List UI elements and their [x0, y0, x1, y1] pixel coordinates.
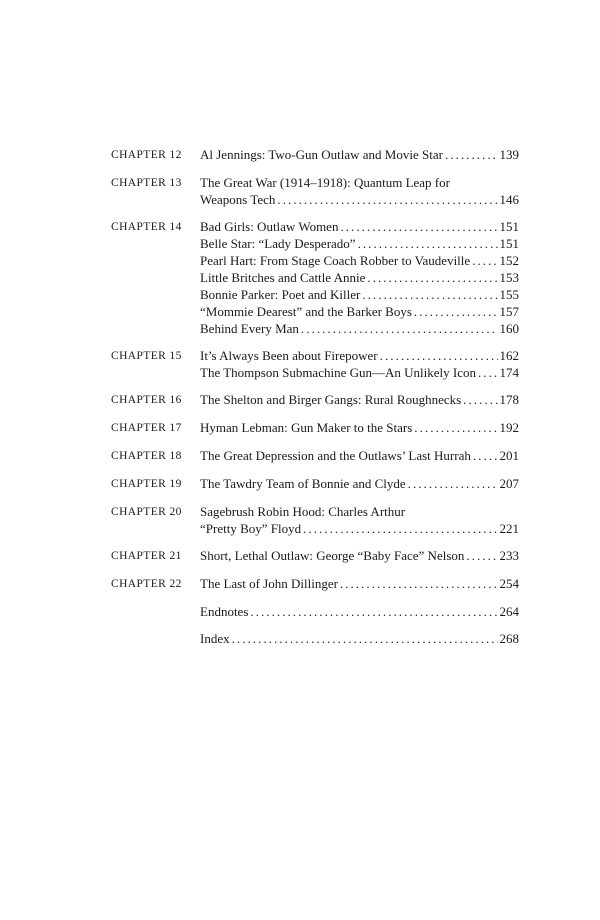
dot-leader — [250, 603, 497, 620]
toc-entry — [200, 347, 519, 364]
chapter-entries — [200, 503, 519, 537]
chapter-entries — [200, 146, 519, 163]
toc-chapter — [111, 174, 519, 208]
entry-title: Weapons Tech — [200, 192, 276, 207]
chapter-entries — [200, 547, 519, 564]
chapter-entries — [200, 174, 519, 208]
entry-title: Hyman Lebman: Gun Maker to the Stars — [200, 420, 413, 435]
entry-page-number: 155 — [499, 287, 519, 302]
entry-page-number: 268 — [499, 631, 519, 646]
dot-leader — [463, 391, 497, 408]
toc-chapter — [111, 575, 519, 593]
chapter-entries — [200, 391, 519, 408]
chapter-label — [111, 630, 200, 631]
toc-chapter — [111, 503, 519, 537]
toc-chapter — [111, 391, 519, 409]
dot-leader — [340, 575, 498, 592]
chapter-entries — [200, 447, 519, 464]
entry-title: The Shelton and Birger Gangs: Rural Roughnecks — [200, 392, 462, 407]
toc-chapter — [111, 475, 519, 493]
toc-chapter — [111, 218, 519, 337]
toc-entry — [200, 575, 519, 592]
chapter-entries — [200, 218, 519, 337]
dot-leader — [340, 218, 497, 235]
dot-leader — [301, 320, 498, 337]
dot-leader — [380, 347, 498, 364]
dot-leader — [414, 303, 498, 320]
entry-page-number: 221 — [499, 521, 519, 536]
toc-entry — [200, 547, 519, 564]
entry-page-number: 151 — [499, 236, 519, 251]
chapter-entries — [200, 575, 519, 592]
entry-title: It’s Always Been about Firepower — [200, 348, 378, 363]
dot-leader — [473, 447, 498, 464]
entry-title: The Tawdry Team of Bonnie and Clyde — [200, 476, 406, 491]
chapter-label: CHAPTER 13 — [111, 177, 182, 189]
entry-page-number: 207 — [499, 476, 519, 491]
dot-leader — [408, 475, 498, 492]
entry-page-number: 254 — [499, 576, 519, 591]
entry-page-number: 146 — [499, 192, 519, 207]
entry-title: Bonnie Parker: Poet and Killer — [200, 287, 361, 302]
toc-entry — [200, 235, 519, 252]
entry-title: Behind Every Man — [200, 321, 299, 336]
toc-entry — [200, 520, 519, 537]
toc-entry — [200, 475, 519, 492]
entry-page-number: 178 — [499, 392, 519, 407]
entry-title: Al Jennings: Two-Gun Outlaw and Movie Star — [200, 147, 443, 162]
chapter-label: CHAPTER 17 — [111, 422, 182, 434]
chapter-label: CHAPTER 18 — [111, 450, 182, 462]
toc-chapter — [111, 419, 519, 437]
toc-chapter — [111, 547, 519, 565]
toc-entry — [200, 364, 519, 381]
dot-leader — [414, 419, 497, 436]
toc-chapter — [111, 146, 519, 164]
chapter-entries — [200, 630, 519, 647]
chapter-label — [111, 603, 200, 604]
dot-leader — [303, 520, 497, 537]
toc-entry — [200, 320, 519, 337]
entry-title: Belle Star: “Lady Desperado” — [200, 236, 356, 251]
entry-page-number: 174 — [499, 365, 519, 380]
entry-page-number: 153 — [499, 270, 519, 285]
entry-page-number: 233 — [499, 548, 519, 563]
chapter-label: CHAPTER 16 — [111, 394, 182, 406]
entry-page-number: 201 — [499, 448, 519, 463]
chapter-label: CHAPTER 21 — [111, 550, 182, 562]
entry-page-number: 152 — [499, 253, 519, 268]
chapter-entries — [200, 603, 519, 620]
entry-title: Endnotes — [200, 604, 249, 619]
entry-title: The Thompson Submachine Gun—An Unlikely Icon — [200, 365, 476, 380]
dot-leader — [277, 191, 497, 208]
toc-chapter — [111, 630, 519, 647]
dot-leader — [466, 547, 497, 564]
entry-title: Little Britches and Cattle Annie — [200, 270, 366, 285]
dot-leader — [362, 286, 497, 303]
chapter-label: CHAPTER 22 — [111, 578, 182, 590]
toc-chapter — [111, 447, 519, 465]
entry-page-number: 151 — [499, 219, 519, 234]
toc-entry — [200, 191, 519, 208]
entry-title: Bad Girls: Outlaw Women — [200, 219, 339, 234]
toc-entry — [200, 603, 519, 620]
entry-page-number: 264 — [499, 604, 519, 619]
entry-title: The Last of John Dillinger — [200, 576, 338, 591]
dot-leader — [367, 269, 497, 286]
dot-leader — [232, 630, 498, 647]
toc-entry — [200, 419, 519, 436]
toc-entry — [200, 630, 519, 647]
entry-page-number: 162 — [499, 348, 519, 363]
chapter-label: CHAPTER 20 — [111, 506, 182, 518]
dot-leader — [472, 252, 497, 269]
chapter-label: CHAPTER 15 — [111, 350, 182, 362]
toc-entry — [200, 252, 519, 269]
dot-leader — [445, 146, 498, 163]
toc-entry — [200, 303, 519, 320]
dot-leader — [478, 364, 498, 381]
toc-entry — [200, 447, 519, 464]
entry-title: “Pretty Boy” Floyd — [200, 521, 302, 536]
entry-page-number: 160 — [499, 321, 519, 336]
entry-page-number: 157 — [499, 304, 519, 319]
toc-entry — [200, 286, 519, 303]
toc-entry — [200, 218, 519, 235]
chapter-label: CHAPTER 12 — [111, 149, 182, 161]
chapter-label: CHAPTER 19 — [111, 478, 182, 490]
chapter-entries — [200, 419, 519, 436]
table-of-contents — [111, 146, 519, 657]
toc-chapter — [111, 603, 519, 620]
toc-entry — [200, 391, 519, 408]
toc-entry — [200, 269, 519, 286]
entry-title: “Mommie Dearest” and the Barker Boys — [200, 304, 412, 319]
entry-title: Short, Lethal Outlaw: George “Baby Face” Nelson — [200, 548, 465, 563]
entry-title: The Great Depression and the Outlaws’ Last Hurrah — [200, 448, 471, 463]
entry-title-line: Sagebrush Robin Hood: Charles Arthur — [200, 504, 406, 519]
entry-title: Pearl Hart: From Stage Coach Robber to Vaudeville — [200, 253, 471, 268]
toc-chapter — [111, 347, 519, 381]
entry-title-line: The Great War (1914–1918): Quantum Leap for — [200, 175, 450, 190]
entry-title: Index — [200, 631, 230, 646]
entry-page-number: 192 — [499, 420, 519, 435]
chapter-entries — [200, 475, 519, 492]
toc-entry — [200, 146, 519, 163]
chapter-entries — [200, 347, 519, 381]
chapter-label: CHAPTER 14 — [111, 221, 182, 233]
entry-page-number: 139 — [499, 147, 519, 162]
dot-leader — [358, 235, 498, 252]
